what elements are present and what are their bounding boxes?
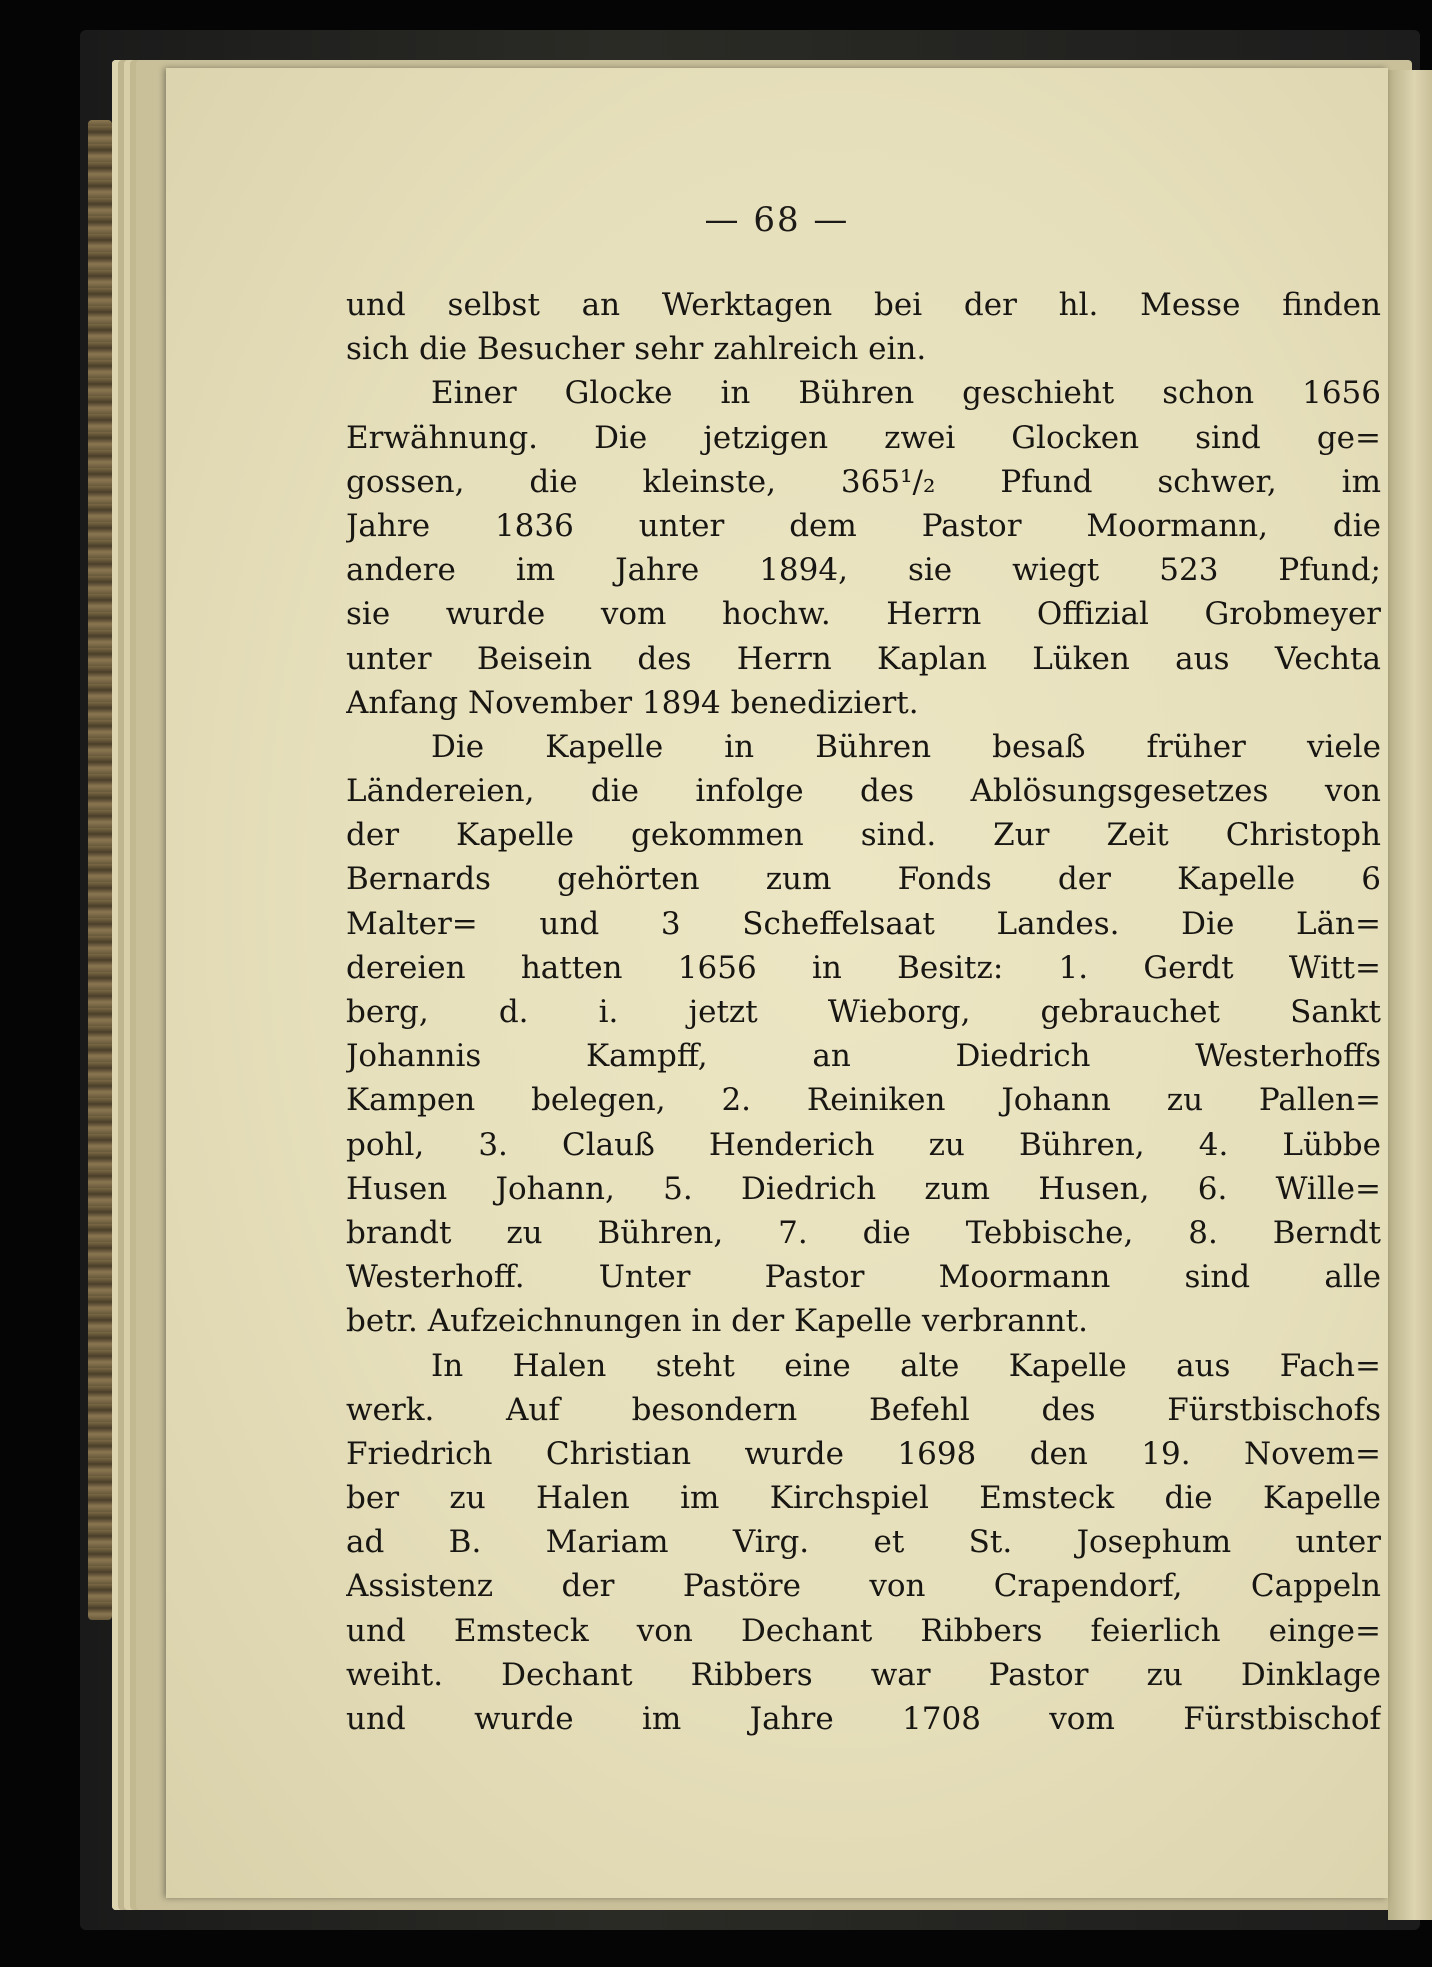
- text-line: sich die Besucher sehr zahlreich ein.: [346, 331, 927, 368]
- text-line: der Kapelle gekommen sind. Zur Zeit Christoph: [346, 817, 1381, 854]
- text-line: betr. Aufzeichnungen in der Kapelle verbrannt.: [346, 1303, 1088, 1340]
- book-spine: [88, 120, 112, 1620]
- text-line: werk. Auf besondern Befehl des Fürstbischofs: [346, 1391, 1381, 1428]
- text-line: pohl, 3. Clauß Henderich zu Bühren, 4. Lübbe: [346, 1126, 1381, 1163]
- text-line: und selbst an Werktagen bei der hl. Messe finden: [346, 287, 1381, 323]
- text-line: ad B. Mariam Virg. et St. Josephum unter: [346, 1524, 1381, 1561]
- text-line: andere im Jahre 1894, sie wiegt 523 Pfund;: [346, 552, 1381, 589]
- text-line: und Emsteck von Dechant Ribbers feierlich einge=: [346, 1612, 1381, 1649]
- text-line: weiht. Dechant Ribbers war Pastor zu Dinklage: [346, 1656, 1381, 1693]
- text-line: Ländereien, die infolge des Ablösungsgesetzes von: [346, 773, 1381, 810]
- book-page: [166, 68, 1388, 1898]
- page-text: [346, 283, 1381, 1741]
- text-line: und wurde im Jahre 1708 vom Fürstbischof: [346, 1701, 1381, 1737]
- text-line: unter Beisein des Herrn Kaplan Lüken aus Vechta: [346, 640, 1381, 677]
- text-line: Johannis Kampff, an Diedrich Westerhoffs: [346, 1038, 1381, 1075]
- text-line: Malter= und 3 Scheffelsaat Landes. Die Län=: [346, 905, 1381, 942]
- text-line: Friedrich Christian wurde 1698 den 19. Novem=: [346, 1435, 1381, 1472]
- text-line: brandt zu Bühren, 7. die Tebbische, 8. Berndt: [346, 1214, 1381, 1251]
- text-line: dereien hatten 1656 in Besitz: 1. Gerdt Witt=: [346, 949, 1381, 986]
- text-line: Die Kapelle in Bühren besaß früher viele: [431, 728, 1381, 765]
- text-line: Erwähnung. Die jetzigen zwei Glocken sind ge=: [346, 419, 1381, 456]
- right-page-edge: [1388, 70, 1432, 1920]
- text-line: Husen Johann, 5. Diedrich zum Husen, 6. Wille=: [346, 1170, 1381, 1207]
- text-line: Westerhoff. Unter Pastor Moormann sind alle: [346, 1259, 1381, 1296]
- page-number: — 68 —: [704, 200, 850, 240]
- text-line: gossen, die kleinste, 365¹/₂ Pfund schwer, im: [346, 463, 1381, 500]
- text-line: Jahre 1836 unter dem Pastor Moormann, die: [346, 507, 1381, 544]
- text-line: Anfang November 1894 benediziert.: [346, 684, 919, 721]
- text-line: ber zu Halen im Kirchspiel Emsteck die Kapelle: [346, 1480, 1381, 1517]
- text-line: Kampen belegen, 2. Reiniken Johann zu Pallen=: [346, 1082, 1381, 1119]
- text-line: Bernards gehörten zum Fonds der Kapelle 6: [346, 861, 1381, 898]
- text-line: berg, d. i. jetzt Wieborg, gebrauchet Sankt: [346, 994, 1381, 1030]
- text-line: Einer Glocke in Bühren geschieht schon 1656: [431, 375, 1381, 412]
- text-line: sie wurde vom hochw. Herrn Offizial Grobmeyer: [346, 596, 1381, 633]
- text-line: Assistenz der Pastöre von Crapendorf, Cappeln: [346, 1568, 1381, 1605]
- text-line: In Halen steht eine alte Kapelle aus Fach=: [431, 1347, 1381, 1384]
